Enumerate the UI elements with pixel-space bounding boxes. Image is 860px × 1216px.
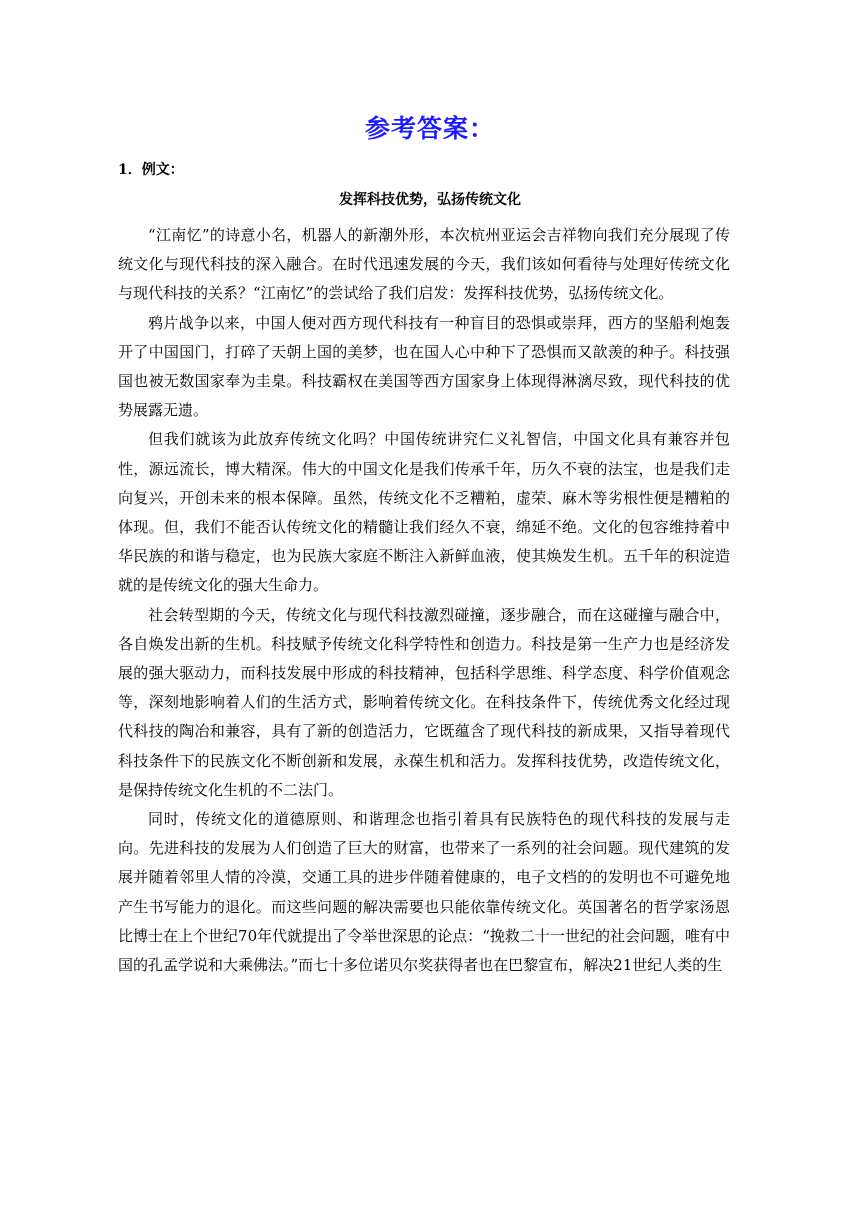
essay-paragraph: 但我们就该为此放弃传统文化吗？中国传统讲究仁义礼智信，中国文化具有兼容并包性，源远流长，博大精深。伟大的中国文化是我们传承千年，历久不衰的法宝，也是我们走向复兴，开创未来的根本保障。虽然，传统文化不乏糟粕，虚荣、麻木等劣根性便是糟粕的体现。但，我们不能否认传统文化的精髓让我们经久不衰，绵延不绝。文化的包容维持着中华民族的和谐与稳定，也为民族大家庭不断注入新鲜血液，使其焕发生机。五千年的积淀造就的是传统文化的强大生命力。 — [118, 430, 730, 595]
essay-paragraph: 鸦片战争以来，中国人便对西方现代科技有一种盲目的恐惧或崇拜，西方的坚船利炮轰开了中国国门，打碎了天朝上国的美梦，也在国人心中种下了恐惧而又歆羡的种子。科技强国也被无数国家奉为圭臬。科技霸权在美国等西方国家身上体现得淋漓尽致，现代科技的优势展露无遗。 — [118, 313, 730, 420]
essay-paragraph: 同时，传统文化的道德原则、和谐理念也指引着具有民族特色的现代科技的发展与走向。先进科技的发展为人们创造了巨大的财富，也带来了一系列的社会问题。现代建筑的发展并随着邻里人情的冷漠，交通工具的进步伴随着健康的，电子文档的的发明也不可避免地产生书写能力的退化。而这些问题的解决需要也只能依靠传统文化。英国著名的哲学家汤恩比博士在上个世纪70年代就提出了令举世深思的论点：“挽救二十一世纪的社会问题，唯有中国的孔孟学说和大乘佛法。”而七十多位诺贝尔奖获得者也在巴黎宣布，解决21世纪人类的生 — [118, 810, 730, 975]
essay-paragraph: “江南忆”的诗意小名，机器人的新潮外形，本次杭州亚运会吉祥物向我们充分展现了传统文化与现代科技的深入融合。在时代迅速发展的今天，我们该如何看待与处理好传统文化与现代科技的关系？“江南忆”的尝试给了我们启发：发挥科技优势，弘扬传统文化。 — [118, 226, 730, 303]
essay-body — [118, 221, 730, 980]
question-number-label: 1．例文： — [118, 162, 184, 178]
answer-heading: 参考答案： — [364, 114, 495, 143]
essay-paragraph: 社会转型期的今天，传统文化与现代科技激烈碰撞，逐步融合，而在这碰撞与融合中，各自焕发出新的生机。科技赋予传统文化科学特性和创造力。科技是第一生产力也是经济发展的强大驱动力，而科技发展中形成的科技精神，包括科学思维、科学态度、科学价值观念等，深刻地影响着人们的生活方式，影响着传统文化。在科技条件下，传统优秀文化经过现代科技的陶冶和兼容，具有了新的创造活力，它既蕴含了现代科技的新成果，又指导着现代科技条件下的民族文化不断创新和发展，永葆生机和活力。发挥科技优势，改造传统文化，是保持传统文化生机的不二法门。 — [118, 605, 730, 799]
essay-title: 发挥科技优势，弘扬传统文化 — [339, 192, 521, 208]
